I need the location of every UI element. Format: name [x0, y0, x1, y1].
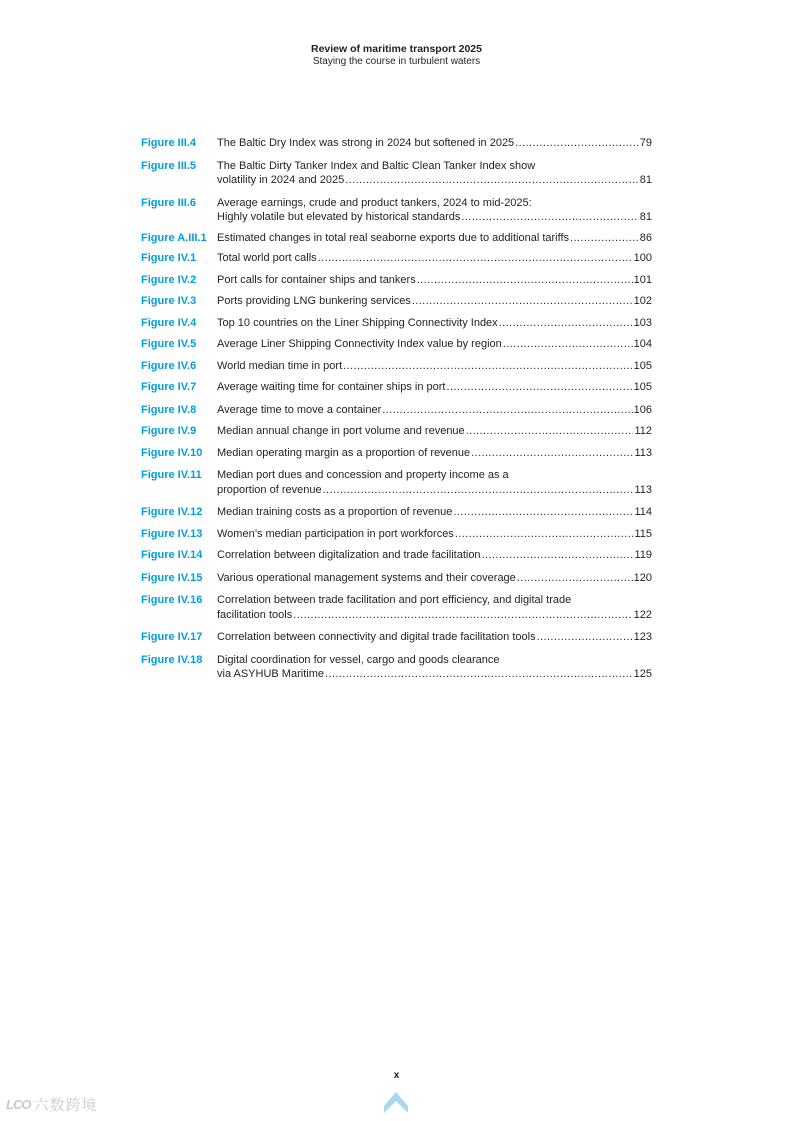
dot-leader: [517, 571, 633, 586]
entry-title: [217, 630, 652, 645]
entry-title-last-line: [217, 527, 652, 542]
page-ref[interactable]: 105: [633, 381, 652, 393]
page-ref[interactable]: 125: [633, 668, 652, 680]
figure-label[interactable]: Figure IV.7: [141, 381, 197, 393]
page-ref[interactable]: 114: [634, 506, 652, 518]
figure-label[interactable]: Figure III.5: [141, 159, 197, 172]
page-ref[interactable]: 113: [634, 483, 652, 496]
figure-label[interactable]: Figure IV.15: [141, 571, 203, 584]
entry-title: [217, 653, 652, 682]
figure-label[interactable]: Figure IV.16: [141, 594, 203, 606]
toc-entry[interactable]: [141, 446, 652, 461]
figure-label[interactable]: Figure IV.17: [141, 631, 203, 643]
page-ref[interactable]: 81: [639, 211, 652, 223]
toc-entry[interactable]: [141, 424, 652, 439]
toc-entry[interactable]: [141, 294, 652, 309]
toc-entry[interactable]: [141, 593, 652, 622]
entry-title-text: Women’s median participation in port workforces: [217, 527, 454, 540]
entry-title: [217, 136, 652, 151]
figure-label[interactable]: Figure IV.3: [141, 295, 197, 307]
header-title: Review of maritime transport 2025: [311, 43, 482, 55]
dot-leader: [537, 630, 633, 645]
entry-title: [217, 468, 652, 497]
figure-label[interactable]: Figure IV.8: [141, 403, 197, 416]
entry-title-last-line: [217, 231, 652, 246]
dot-leader: [515, 136, 639, 151]
toc-entry[interactable]: [141, 527, 652, 542]
entry-title: [217, 380, 652, 395]
dot-leader: [446, 380, 632, 395]
figure-label[interactable]: Figure IV.10: [141, 446, 203, 459]
entry-title-last-line: [217, 608, 652, 623]
watermark-text: 六数跨境: [33, 1097, 98, 1114]
page-ref[interactable]: 86: [639, 231, 652, 244]
figure-label[interactable]: Figure A.III.1: [141, 231, 207, 244]
entry-title: [217, 159, 652, 188]
figure-label[interactable]: Figure IV.14: [141, 549, 203, 561]
entry-title: [217, 359, 652, 374]
dot-leader: [382, 403, 632, 418]
entry-title-text: via ASYHUB Maritime: [217, 668, 324, 680]
figure-label[interactable]: Figure IV.4: [141, 316, 197, 329]
watermark: [6, 1094, 97, 1115]
entry-title-text: Top 10 countries on the Liner Shipping Connectivity Index: [217, 316, 498, 329]
entry-title: [217, 446, 652, 461]
entry-title-text: Average waiting time for container ships in port: [217, 381, 446, 393]
figure-label[interactable]: Figure IV.9: [141, 425, 197, 437]
entry-title-last-line: [217, 294, 652, 309]
entry-title-line: Correlation between trade facilitation and port efficiency, and digital trade: [217, 594, 572, 606]
page-ref[interactable]: 123: [633, 631, 652, 643]
toc-entry[interactable]: [141, 548, 652, 563]
dot-leader: [343, 359, 633, 374]
entry-title-line: Median port dues and concession and property income as a: [217, 469, 509, 481]
page-ref[interactable]: 104: [633, 338, 652, 350]
dot-leader: [471, 446, 633, 461]
page-ref[interactable]: 113: [634, 446, 652, 459]
entry-title: [217, 571, 652, 586]
figure-label[interactable]: Figure IV.18: [141, 653, 203, 666]
entry-title-last-line: [217, 483, 652, 498]
toc-entry[interactable]: [141, 273, 652, 288]
dot-leader: [466, 424, 634, 439]
entry-title: [217, 403, 652, 418]
toc-entry[interactable]: [141, 571, 652, 586]
figure-label[interactable]: Figure IV.13: [141, 527, 203, 540]
toc-entry[interactable]: [141, 505, 652, 520]
entry-title-last-line: [217, 446, 652, 461]
toc-entry[interactable]: [141, 337, 652, 352]
list-of-figures: [141, 129, 652, 682]
entry-title-text: Median training costs as a proportion of revenue: [217, 506, 453, 518]
dot-leader: [412, 294, 633, 309]
entry-title-text: Ports providing LNG bunkering services: [217, 295, 411, 307]
entry-title-text: Median operating margin as a proportion of revenue: [217, 446, 471, 459]
entry-title-text: Port calls for container ships and tankers: [217, 273, 416, 286]
figure-label[interactable]: Figure IV.2: [141, 273, 197, 286]
dot-leader: [455, 527, 634, 542]
entry-title-last-line: [217, 667, 652, 682]
entry-title-text: World median time in port: [217, 359, 343, 372]
figure-label[interactable]: Figure IV.6: [141, 359, 197, 372]
entry-title-last-line: [217, 316, 652, 331]
entry-title: [217, 231, 652, 246]
page-ref[interactable]: 105: [633, 359, 652, 372]
dot-leader: [453, 505, 633, 520]
entry-title-text: Various operational management systems and their coverage: [217, 571, 516, 584]
page-ref[interactable]: 119: [634, 549, 652, 561]
entry-title-text: Estimated changes in total real seaborne exports due to additional tariffs: [217, 231, 570, 244]
entry-title-last-line: [217, 403, 652, 418]
running-header: [0, 43, 793, 68]
page-ref[interactable]: 100: [633, 252, 652, 264]
toc-entry[interactable]: [141, 380, 652, 395]
entry-title: [217, 337, 652, 352]
entry-title-line: Digital coordination for vessel, cargo and goods clearance: [217, 653, 500, 666]
entry-title-last-line: [217, 505, 652, 520]
entry-title: [217, 527, 652, 542]
entry-title: [217, 505, 652, 520]
entry-title: [217, 273, 652, 288]
entry-title: [217, 196, 652, 225]
dot-leader: [461, 210, 638, 225]
entry-title-last-line: [217, 210, 652, 225]
entry-title-text: volatility in 2024 and 2025: [217, 174, 345, 186]
toc-entry[interactable]: [141, 231, 652, 246]
figure-label[interactable]: Figure IV.12: [141, 506, 203, 518]
watermark-logo: LCO: [6, 1097, 31, 1112]
entry-title-last-line: [217, 337, 652, 352]
entry-title-last-line: [217, 359, 652, 374]
entry-title-text: The Baltic Dry Index was strong in 2024 but softened in 2025: [217, 137, 515, 149]
entry-title-text: Correlation between digitalization and trade facilitation: [217, 549, 481, 561]
page-ref[interactable]: 103: [633, 316, 652, 329]
dot-leader: [318, 251, 633, 266]
toc-entry[interactable]: [141, 159, 652, 188]
page-ref[interactable]: 115: [634, 527, 652, 540]
entry-title-last-line: [217, 548, 652, 563]
entry-title: [217, 593, 652, 622]
entry-title-last-line: [217, 630, 652, 645]
dot-leader: [293, 608, 632, 623]
page-ref[interactable]: 79: [639, 137, 652, 149]
figure-label[interactable]: Figure IV.11: [141, 469, 202, 481]
page-number: x: [393, 1070, 400, 1081]
page-ref[interactable]: 101: [633, 273, 652, 286]
entry-title: [217, 424, 652, 439]
page-ref[interactable]: 122: [633, 608, 652, 621]
entry-title-text: Median annual change in port volume and revenue: [217, 425, 465, 437]
toc-entry[interactable]: [141, 630, 652, 645]
toc-entry[interactable]: [141, 251, 652, 266]
dot-leader: [325, 667, 633, 682]
dot-leader: [482, 548, 634, 563]
entry-title-last-line: [217, 424, 652, 439]
entry-title-text: facilitation tools: [217, 608, 293, 621]
entry-title-text: Average time to move a container: [217, 403, 382, 416]
entry-title-last-line: [217, 173, 652, 188]
entry-title-line: The Baltic Dirty Tanker Index and Baltic Clean Tanker Index show: [217, 159, 536, 172]
toc-entry[interactable]: [141, 403, 652, 418]
entry-title-last-line: [217, 136, 652, 151]
dot-leader: [503, 337, 633, 352]
page-ref[interactable]: 106: [633, 403, 652, 416]
entry-title-last-line: [217, 273, 652, 288]
dot-leader: [570, 231, 639, 246]
toc-entry[interactable]: [141, 359, 652, 374]
dot-leader: [323, 483, 634, 498]
page-ref[interactable]: 112: [634, 425, 652, 437]
figure-label[interactable]: Figure IV.5: [141, 338, 197, 350]
up-arrow-icon[interactable]: [383, 1090, 409, 1114]
entry-title-text: Total world port calls: [217, 252, 317, 264]
entry-title-last-line: [217, 571, 652, 586]
toc-entry[interactable]: [141, 653, 652, 682]
toc-entry[interactable]: [141, 196, 652, 225]
entry-title-line: Average earnings, crude and product tankers, 2024 to mid-2025:: [217, 196, 532, 209]
entry-title-last-line: [217, 251, 652, 266]
toc-entry[interactable]: [141, 316, 652, 331]
page-ref[interactable]: 102: [633, 295, 652, 307]
toc-entry[interactable]: [141, 136, 652, 151]
dot-leader: [417, 273, 633, 288]
dot-leader: [499, 316, 633, 331]
entry-title-text: Highly volatile but elevated by historical standards: [217, 211, 461, 223]
entry-title: [217, 294, 652, 309]
entry-title-text: proportion of revenue: [217, 483, 322, 496]
figure-label[interactable]: Figure III.6: [141, 196, 197, 209]
header-subtitle: Staying the course in turbulent waters: [312, 56, 481, 67]
dot-leader: [345, 173, 639, 188]
entry-title: [217, 251, 652, 266]
figure-label[interactable]: Figure IV.1: [141, 252, 197, 264]
toc-entry[interactable]: [141, 468, 652, 497]
entry-title: [217, 548, 652, 563]
page-ref[interactable]: 81: [639, 174, 652, 186]
figure-label[interactable]: Figure III.4: [141, 137, 197, 149]
entry-title-text: Average Liner Shipping Connectivity Index value by region: [217, 338, 502, 350]
entry-title-text: Correlation between connectivity and digital trade facilitation tools: [217, 631, 536, 643]
page-ref[interactable]: 120: [633, 571, 652, 584]
entry-title: [217, 316, 652, 331]
entry-title-last-line: [217, 380, 652, 395]
